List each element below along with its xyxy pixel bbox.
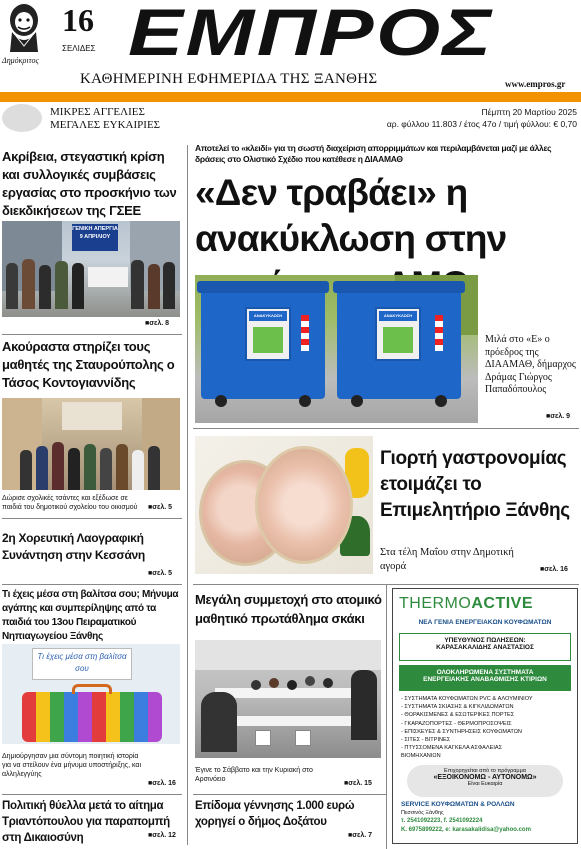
lead-headline[interactable]: «Δεν τραβάει» η ανακύκλωση στην xyxy=(195,172,507,259)
lead-page-ref[interactable]: ■ σελ. 9 xyxy=(546,413,570,420)
thermoactive-ad[interactable] xyxy=(392,588,578,844)
ad-program-line: Επιχορηγείται από το πρόγραμμα xyxy=(444,768,526,774)
chess-headline[interactable]: Μεγάλη συμμετοχή στο ατομικό μαθητικό πρωτάθλημα σκάκι xyxy=(195,592,382,626)
ad-program-name: «ΕΞΟΙΚΟΝΟΜΩ - ΑΥΤΟΝΟΜΩ» xyxy=(433,774,537,781)
ad-tagline: ΝΕΑ ΓΕΝΙΑ ΕΝΕΡΓΕΙΑΚΩΝ ΚΟΥΦΩΜΑΤΩΝ xyxy=(418,619,552,626)
recycling-bins-photo xyxy=(195,275,478,423)
mascot-caption: Δημόκριτος xyxy=(2,56,39,65)
triantopoulos-headline[interactable]: Πολιτική θύελλα μετά το αίτημα Τριαντόπουλου για παραπομπή στη Δικαιοσύνη xyxy=(2,800,170,844)
suitcase-artwork xyxy=(22,692,162,742)
stavroupoli-photo xyxy=(2,398,180,490)
gsee-photo xyxy=(2,221,180,317)
bin-label: ΑΝΑΚΥΚΛΩΣΗ xyxy=(249,311,287,321)
gastronomy-subtext: Στα τέλη Μαΐου στην Δημοτική αγορά xyxy=(380,547,514,572)
ad-systems-line2: ΕΝΕΡΓΕΙΑΚΗΣ ΑΝΑΒΑΘΜΙΣΗΣ ΚΤΙΡΙΩΝ xyxy=(423,676,547,683)
issue-date: Πέμπτη 20 Μαρτίου 2025 xyxy=(481,107,577,117)
suitcase-headline[interactable]: Τι έχεις μέσα στη βαλίτσα σου; Μήνυμα αγάπης και συμπερίληψης από τα παιδιά του 13ου Πειραματικού Νηπιαγωγείου Ξάνθης xyxy=(2,589,179,642)
suitcase-photo xyxy=(2,644,180,744)
gsee-page-ref[interactable]: ■ σελ. 8 xyxy=(145,320,169,327)
triantopoulos-page-ref[interactable]: ■ σελ. 12 xyxy=(148,832,176,839)
classifieds-line-1: ΜΙΚΡΕΣ ΑΓΓΕΛΙΕΣ xyxy=(50,106,145,118)
ad-list-item: - ΣΥΣΤΗΜΑΤΑ ΚΟΥΦΩΜΑΤΩΝ PVC & ΑΛΟΥΜΙΝΙΟΥ xyxy=(401,696,533,702)
ad-list xyxy=(401,695,573,761)
column-divider xyxy=(386,584,387,849)
pages-label: ΣΕΛΙΔΕΣ xyxy=(62,44,96,53)
chess-photo xyxy=(195,640,381,758)
suitcase-caption: Δημιούργησαν μια σύντομη ποιητική ιστορία για να στείλουν ένα μήνυμα υποστήριξης, και αλληλεγγύης xyxy=(2,753,142,778)
ad-sales-box xyxy=(399,633,571,661)
orange-rule xyxy=(0,92,581,102)
ad-list-item: - ΕΠΙΣΚΕΥΕΣ & ΣΥΝΤΗΡΗΣΕΙΣ ΚΟΥΦΩΜΑΤΩΝ xyxy=(401,728,522,735)
democritus-mascot-icon xyxy=(4,2,44,60)
ad-list-item: - ΠΤΥΣΣΟΜΕΝΑ ΚΑΓΚΕΛΑ ΑΣΦΑΛΕΙΑΣ xyxy=(401,745,503,752)
pages-number: 16 xyxy=(62,2,94,38)
recycling-bin xyxy=(337,287,461,399)
suitcase-board: Τι έχεις μέσα στη βαλίτσα σου xyxy=(32,648,132,680)
ad-service: SERVICE ΚΟΥΦΩΜΑΤΩΝ & ΡΟΛΛΩΝ xyxy=(401,801,515,808)
stavroupoli-headline[interactable]: Ακούραστα στηρίζει τους μαθητές της Σταυρούπολης ο Τάσος Κοντογιαννίδης xyxy=(2,339,175,390)
divider xyxy=(193,428,579,429)
issue-info: αρ. φύλλου 11.803 / έτος 47ο / τιμή φύλλου: € 0,70 xyxy=(386,119,577,129)
divider xyxy=(2,334,182,335)
ad-list-item: - ΓΚΑΡΑΖΟΠΟΡΤΕΣ - ΘΕΡΜΟΠΡΟΣΟΨΕΙΣ xyxy=(401,720,512,727)
recycling-bin xyxy=(201,287,325,399)
ad-program-box xyxy=(407,765,563,797)
column-divider xyxy=(187,145,188,845)
lead-side-text: Μιλά στο «Ε» ο πρόεδρος της ΔΙΑΑΜΑΘ, δήμαρχος Δράμας Γιώργος Παπαδόπουλος xyxy=(485,334,576,395)
ad-logo: THERMOACTIVE xyxy=(399,595,533,612)
website-link[interactable]: www.empros.gr xyxy=(505,79,566,89)
masthead xyxy=(0,0,581,107)
chess-page-ref[interactable]: ■ σελ. 15 xyxy=(344,780,372,787)
kessani-headline[interactable]: 2η Χορευτική Λαογραφική Συνάντηση στην Κεσσάνη xyxy=(2,531,145,562)
gastronomy-photo xyxy=(195,436,373,574)
ad-systems-line1: ΟΛΟΚΛΗΡΩΜΕΝΑ ΣΥΣΤΗΜΑΤΑ xyxy=(436,669,534,676)
ad-list-item: ΒΙΟΜΗΧΑΝΙΩΝ xyxy=(401,753,441,760)
kessani-page-ref[interactable]: ■ σελ. 5 xyxy=(148,570,172,577)
lead-kicker: Αποτελεί το «κλειδί» για τη σωστή διαχείριση απορριμμάτων και περιλαμβάνεται μαζί με άλλες δράσεις στο Ολιστικό Σχέδιο που κατέθεσε η ΔΙΑΑΜΑΘ xyxy=(195,143,552,164)
sausage-slice xyxy=(255,446,353,564)
gsee-headline[interactable]: Ακρίβεια, στεγαστική κρίση και συλλογικές συμβάσεις εργασίας στο προσκήνιο των διεκδικήσεων της ΓΣΕΕ xyxy=(2,149,177,218)
ad-list-item: - ΣΙΤΕΣ - ΒΙΤΡΙΝΕΣ xyxy=(401,737,451,744)
ad-address: Πεσσινός Ξάνθης xyxy=(401,810,444,816)
ad-program-note: Είναι Ευκαιρία xyxy=(467,781,503,787)
suitcase-page-ref[interactable]: ■ σελ. 16 xyxy=(148,780,176,787)
bonus-headline[interactable]: Επίδομα γέννησης 1.000 ευρώ χορηγεί ο δήμος Δοξάτου xyxy=(195,800,355,828)
bin-label: ΑΝΑΚΥΚΛΩΣΗ xyxy=(379,311,417,321)
divider xyxy=(193,794,386,795)
ad-sales-name: ΚΑΡΑΣΑΚΑΛΙΔΗΣ ΑΝΑΣΤΑΣΙΟΣ xyxy=(436,644,534,651)
ad-systems xyxy=(399,665,571,691)
divider xyxy=(2,584,182,585)
gastronomy-headline[interactable]: Γιορτή γαστρονομίας ετοιμάζει το Επιμελητήριο Ξάνθης xyxy=(380,448,570,521)
newspaper-subtitle: ΚΑΘΗΜΕΡΙΝΗ ΕΦΗΜΕΡΙΔΑ ΤΗΣ ΞΑΝΘΗΣ xyxy=(80,71,378,87)
newspaper-title: ΕΜΠΡΟΣ xyxy=(128,0,494,69)
stavroupoli-page-ref[interactable]: ■ σελ. 5 xyxy=(148,504,172,511)
gastronomy-page-ref[interactable]: ■ σελ. 16 xyxy=(540,566,568,573)
classifieds-line-2: ΜΕΓΑΛΕΣ ΕΥΚΑΙΡΙΕΣ xyxy=(50,119,161,131)
ad-list-item: - ΣΥΣΤΗΜΑΤΑ ΣΚΙΑΣΗΣ & ΚΙΓΚΛΙΔΩΜΑΤΩΝ xyxy=(401,704,514,711)
chess-caption: Έγινε το Σάββατο και την Κυριακή στο Αρσινόειο xyxy=(195,767,313,783)
bonus-page-ref[interactable]: ■ σελ. 7 xyxy=(348,832,372,839)
divider xyxy=(2,518,182,519)
stavroupoli-caption: Δώρισε σχολικές τσάντες και εξέδωσε σε παιδιά του δημοτικού σχολείου του οικισμού xyxy=(2,495,138,511)
ad-phones: τ. 2541092223, f. 2541092224 xyxy=(401,818,483,824)
strike-banner: ΓΕΝΙΚΗ ΑΠΕΡΓΙΑ 9 ΑΠΡΙΛΙΟΥ xyxy=(72,224,118,251)
divider xyxy=(2,794,182,795)
ad-sales-label: ΥΠΕΥΘΥΝΟΣ ΠΩΛΗΣΕΩΝ: xyxy=(444,637,526,644)
ad-contact: Κ. 6975899222, e: karasakalidisa@yahoo.com xyxy=(401,827,531,833)
ad-list-item: - ΘΩΡΑΚΙΣΜΕΝΕΣ & ΕΣΩΤΕΡΙΚΕΣ ΠΟΡΤΕΣ xyxy=(401,712,515,719)
classifieds-badge xyxy=(2,104,42,132)
